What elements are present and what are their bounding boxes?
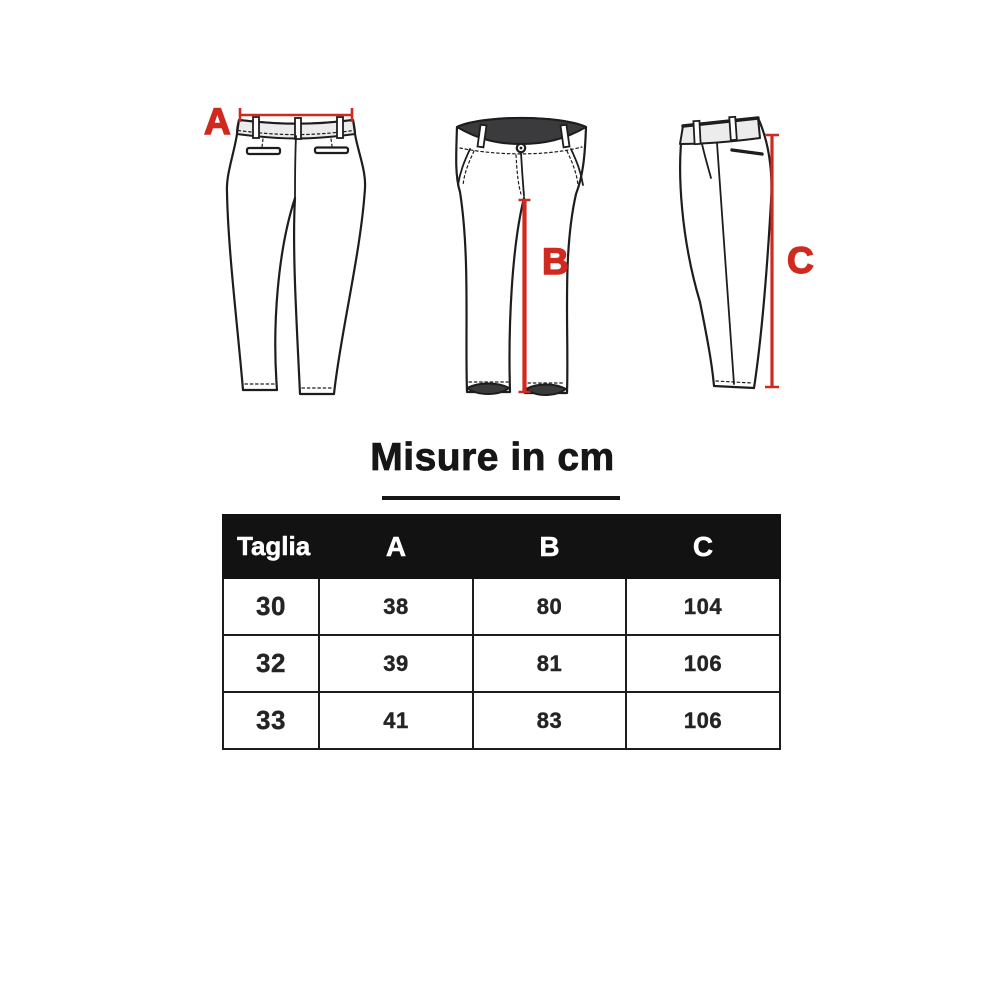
cell-b: 83 (473, 692, 626, 749)
table-row (223, 692, 780, 749)
measurement-label-a: A (204, 101, 231, 142)
belt-loop (729, 117, 737, 140)
measurement-label-c: C (787, 240, 814, 281)
cell-taglia: 33 (223, 692, 319, 749)
belt-loop (253, 117, 259, 138)
belt-loop (337, 117, 343, 138)
size-table (222, 514, 781, 750)
col-header-taglia: Taglia (223, 515, 319, 578)
cell-a: 39 (319, 635, 473, 692)
table-row (223, 578, 780, 635)
cell-c: 104 (626, 578, 780, 635)
table-row (223, 635, 780, 692)
hem-opening-dark (467, 384, 509, 395)
pants-back-view-illustration (210, 100, 380, 410)
pants-side-silhouette (680, 118, 771, 388)
cell-c: 106 (626, 635, 780, 692)
cell-a: 41 (319, 692, 473, 749)
cell-a: 38 (319, 578, 473, 635)
welt-pocket (315, 148, 348, 154)
hem-opening-dark (526, 385, 566, 396)
center-back-seam (295, 136, 296, 198)
pants-front-view-illustration (448, 96, 602, 408)
col-header-c: C (626, 515, 780, 578)
cell-b: 81 (473, 635, 626, 692)
belt-loop (693, 121, 700, 144)
page-title: Misure in cm (370, 436, 615, 479)
cell-b: 80 (473, 578, 626, 635)
table-header-row (223, 515, 780, 578)
cell-taglia: 30 (223, 578, 319, 635)
col-header-a: A (319, 515, 473, 578)
welt-pocket (247, 148, 280, 154)
cell-taglia: 32 (223, 635, 319, 692)
cell-c: 106 (626, 692, 780, 749)
pants-side-view-illustration (670, 102, 785, 407)
title-underline (382, 496, 620, 500)
measurement-label-b: B (542, 241, 569, 282)
col-header-b: B (473, 515, 626, 578)
